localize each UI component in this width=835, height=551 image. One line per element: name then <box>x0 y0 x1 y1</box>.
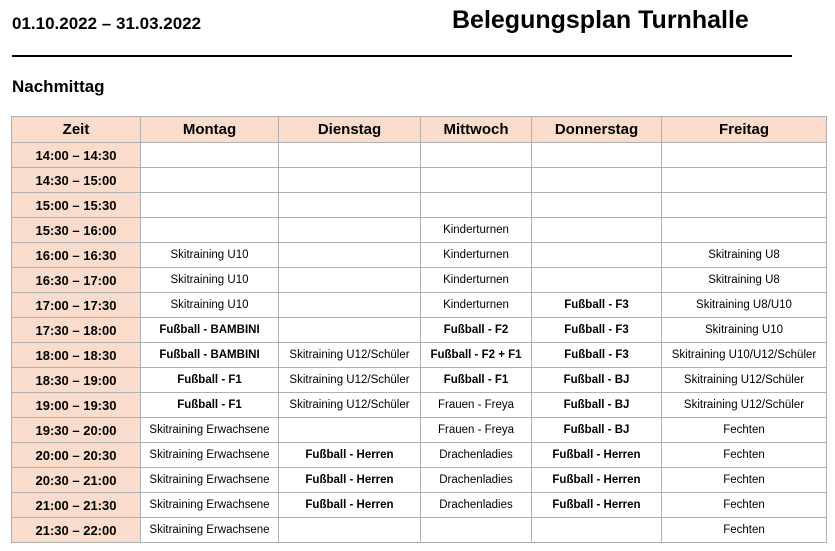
schedule-cell-dienstag <box>279 243 421 268</box>
schedule-cell-donnerstag: Fußball - BJ <box>532 368 662 393</box>
schedule-cell-freitag <box>662 143 827 168</box>
time-slot-cell: 19:00 – 19:30 <box>12 393 141 418</box>
schedule-cell-donnerstag: Fußball - BJ <box>532 393 662 418</box>
table-row <box>12 268 827 293</box>
schedule-cell-montag: Fußball - F1 <box>141 368 279 393</box>
schedule-cell-donnerstag: Fußball - F3 <box>532 318 662 343</box>
schedule-cell-dienstag <box>279 143 421 168</box>
table-row <box>12 393 827 418</box>
schedule-cell-freitag: Fechten <box>662 443 827 468</box>
table-row <box>12 343 827 368</box>
table-row <box>12 368 827 393</box>
schedule-cell-freitag: Skitraining U12/Schüler <box>662 368 827 393</box>
title-divider <box>12 55 792 57</box>
schedule-cell-montag: Skitraining U10 <box>141 268 279 293</box>
schedule-cell-donnerstag: Fußball - Herren <box>532 443 662 468</box>
section-heading: Nachmittag <box>12 77 105 96</box>
schedule-cell-montag: Skitraining Erwachsene <box>141 468 279 493</box>
schedule-cell-donnerstag: Fußball - F3 <box>532 293 662 318</box>
schedule-cell-montag: Skitraining U10 <box>141 243 279 268</box>
schedule-cell-mittwoch: Fußball - F1 <box>421 368 532 393</box>
schedule-cell-montag: Skitraining Erwachsene <box>141 493 279 518</box>
schedule-cell-donnerstag: Fußball - Herren <box>532 468 662 493</box>
time-slot-cell: 18:00 – 18:30 <box>12 343 141 368</box>
schedule-cell-montag: Fußball - BAMBINI <box>141 318 279 343</box>
schedule-cell-dienstag <box>279 218 421 243</box>
table-row <box>12 518 827 543</box>
schedule-cell-dienstag <box>279 518 421 543</box>
time-slot-cell: 17:30 – 18:00 <box>12 318 141 343</box>
schedule-cell-mittwoch: Kinderturnen <box>421 268 532 293</box>
schedule-cell-freitag <box>662 218 827 243</box>
schedule-cell-dienstag <box>279 418 421 443</box>
schedule-cell-mittwoch: Drachenladies <box>421 443 532 468</box>
schedule-cell-mittwoch: Fußball - F2 <box>421 318 532 343</box>
schedule-cell-mittwoch: Frauen - Freya <box>421 418 532 443</box>
schedule-cell-mittwoch: Kinderturnen <box>421 293 532 318</box>
column-header-dienstag: Dienstag <box>279 117 421 143</box>
table-row <box>12 193 827 218</box>
schedule-cell-dienstag <box>279 318 421 343</box>
time-slot-cell: 14:00 – 14:30 <box>12 143 141 168</box>
schedule-cell-donnerstag <box>532 218 662 243</box>
date-range: 01.10.2022 – 31.03.2022 <box>12 14 202 33</box>
schedule-cell-dienstag: Skitraining U12/Schüler <box>279 368 421 393</box>
time-slot-cell: 15:00 – 15:30 <box>12 193 141 218</box>
time-slot-cell: 21:30 – 22:00 <box>12 518 141 543</box>
schedule-cell-freitag: Fechten <box>662 468 827 493</box>
table-row <box>12 318 827 343</box>
schedule-cell-mittwoch: Drachenladies <box>421 493 532 518</box>
schedule-cell-donnerstag: Fußball - Herren <box>532 493 662 518</box>
schedule-cell-montag <box>141 143 279 168</box>
table-row <box>12 168 827 193</box>
schedule-cell-mittwoch <box>421 518 532 543</box>
time-slot-cell: 18:30 – 19:00 <box>12 368 141 393</box>
schedule-cell-dienstag: Skitraining U12/Schüler <box>279 343 421 368</box>
table-row <box>12 293 827 318</box>
schedule-cell-dienstag: Fußball - Herren <box>279 493 421 518</box>
schedule-cell-donnerstag <box>532 518 662 543</box>
schedule-cell-donnerstag <box>532 168 662 193</box>
schedule-cell-mittwoch: Fußball - F2 + F1 <box>421 343 532 368</box>
schedule-cell-donnerstag: Fußball - F3 <box>532 343 662 368</box>
schedule-cell-freitag: Skitraining U8/U10 <box>662 293 827 318</box>
time-slot-cell: 19:30 – 20:00 <box>12 418 141 443</box>
time-slot-cell: 14:30 – 15:00 <box>12 168 141 193</box>
time-slot-cell: 16:00 – 16:30 <box>12 243 141 268</box>
schedule-cell-dienstag <box>279 168 421 193</box>
schedule-cell-freitag <box>662 193 827 218</box>
table-header-row <box>12 117 827 143</box>
schedule-cell-donnerstag <box>532 143 662 168</box>
schedule-cell-dienstag <box>279 293 421 318</box>
schedule-cell-dienstag <box>279 268 421 293</box>
schedule-cell-freitag: Fechten <box>662 418 827 443</box>
schedule-cell-freitag: Skitraining U8 <box>662 268 827 293</box>
schedule-cell-montag <box>141 218 279 243</box>
table-row <box>12 443 827 468</box>
time-slot-cell: 16:30 – 17:00 <box>12 268 141 293</box>
schedule-cell-donnerstag: Fußball - BJ <box>532 418 662 443</box>
column-header-donnerstag: Donnerstag <box>532 117 662 143</box>
page-title: Belegungsplan Turnhalle <box>452 6 749 34</box>
schedule-cell-montag: Fußball - BAMBINI <box>141 343 279 368</box>
time-slot-cell: 20:00 – 20:30 <box>12 443 141 468</box>
table-row <box>12 418 827 443</box>
schedule-cell-montag: Skitraining U10 <box>141 293 279 318</box>
schedule-cell-freitag: Skitraining U12/Schüler <box>662 393 827 418</box>
schedule-cell-montag: Fußball - F1 <box>141 393 279 418</box>
schedule-cell-dienstag: Fußball - Herren <box>279 468 421 493</box>
schedule-cell-mittwoch <box>421 193 532 218</box>
schedule-cell-montag: Skitraining Erwachsene <box>141 518 279 543</box>
schedule-cell-montag <box>141 168 279 193</box>
time-slot-cell: 15:30 – 16:00 <box>12 218 141 243</box>
table-row <box>12 243 827 268</box>
column-header-montag: Montag <box>141 117 279 143</box>
schedule-cell-montag <box>141 193 279 218</box>
schedule-cell-freitag: Skitraining U8 <box>662 243 827 268</box>
schedule-cell-dienstag <box>279 193 421 218</box>
schedule-cell-freitag: Skitraining U10/U12/Schüler <box>662 343 827 368</box>
schedule-cell-donnerstag <box>532 193 662 218</box>
schedule-cell-mittwoch <box>421 168 532 193</box>
schedule-cell-donnerstag <box>532 268 662 293</box>
schedule-cell-montag: Skitraining Erwachsene <box>141 443 279 468</box>
column-header-freitag: Freitag <box>662 117 827 143</box>
schedule-cell-mittwoch: Frauen - Freya <box>421 393 532 418</box>
schedule-body <box>12 143 827 543</box>
schedule-cell-montag: Skitraining Erwachsene <box>141 418 279 443</box>
schedule-cell-freitag: Fechten <box>662 518 827 543</box>
table-row <box>12 493 827 518</box>
table-row <box>12 143 827 168</box>
column-header-mittwoch: Mittwoch <box>421 117 532 143</box>
schedule-cell-mittwoch: Kinderturnen <box>421 243 532 268</box>
time-slot-cell: 17:00 – 17:30 <box>12 293 141 318</box>
schedule-cell-freitag: Skitraining U10 <box>662 318 827 343</box>
schedule-cell-mittwoch: Kinderturnen <box>421 218 532 243</box>
schedule-table <box>11 116 827 543</box>
schedule-cell-freitag: Fechten <box>662 493 827 518</box>
schedule-cell-mittwoch: Drachenladies <box>421 468 532 493</box>
table-row <box>12 468 827 493</box>
schedule-cell-donnerstag <box>532 243 662 268</box>
schedule-cell-mittwoch <box>421 143 532 168</box>
table-row <box>12 218 827 243</box>
schedule-cell-dienstag: Skitraining U12/Schüler <box>279 393 421 418</box>
time-slot-cell: 21:00 – 21:30 <box>12 493 141 518</box>
schedule-cell-freitag <box>662 168 827 193</box>
column-header-zeit: Zeit <box>12 117 141 143</box>
time-slot-cell: 20:30 – 21:00 <box>12 468 141 493</box>
schedule-cell-dienstag: Fußball - Herren <box>279 443 421 468</box>
